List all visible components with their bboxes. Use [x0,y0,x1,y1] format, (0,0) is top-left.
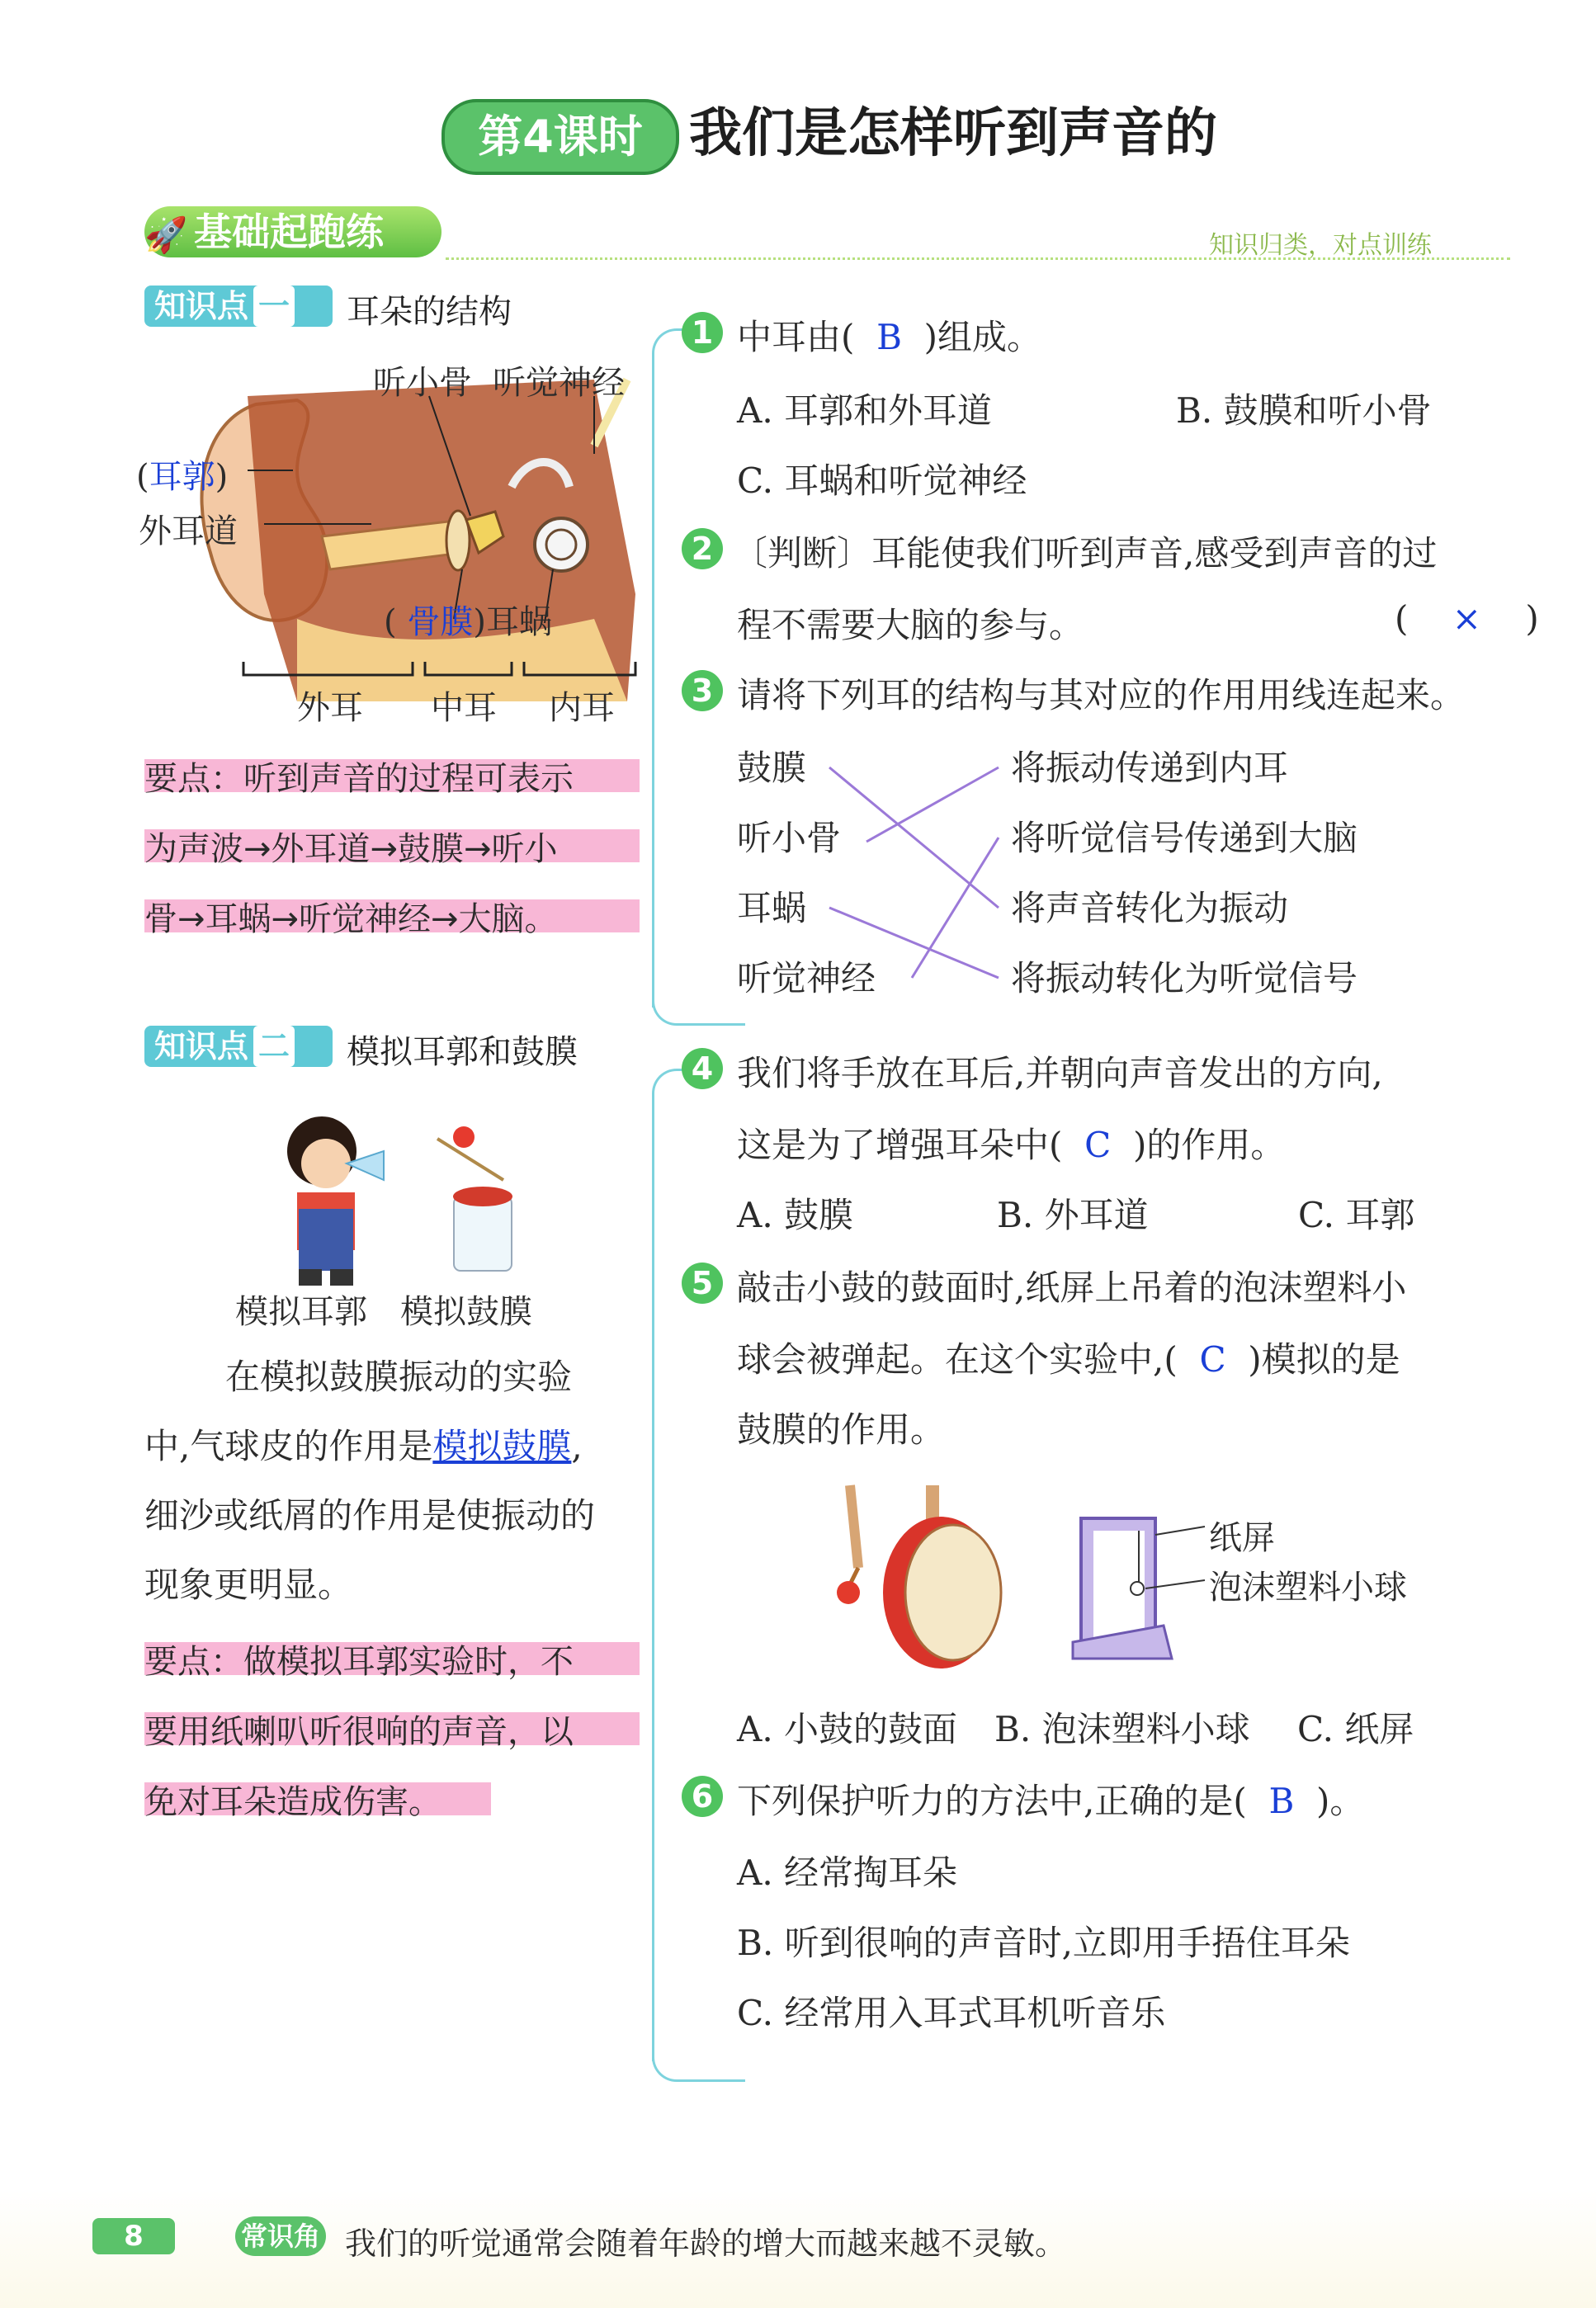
q3-matching-lines [817,743,1015,1007]
page-title: 我们是怎样听到声音的 [689,103,1217,164]
frame-line [652,1069,687,2061]
q4-option-b: B. 外耳道 [997,1195,1149,1235]
paren: ( [1395,598,1409,639]
label-pinna: (耳郭) [136,458,229,496]
q5-option-c: C. 纸屏 [1297,1709,1414,1749]
stem-text: 这是为了增强耳朵中( [737,1125,1063,1165]
q1-answer: B [876,317,902,357]
q1-option-c: C. 耳蜗和听觉神经 [737,460,1027,501]
q3-left-item: 鼓膜 [737,748,807,788]
label-middle-ear: 中耳 [431,689,497,727]
answer-model-eardrum: 模拟鼓膜 [432,1426,572,1466]
question-number: 1 [682,312,723,353]
girl-with-paper-cone-illustration [248,1106,528,1287]
answer-pinna: 耳郭 [149,458,215,496]
tip-badge: 常识角 [235,2216,326,2256]
q1-stem [737,310,1041,360]
kp-label: 知识点 [154,288,249,324]
q3-right-item: 将声音转化为振动 [1011,888,1289,928]
stem-text: 中耳由( [737,317,855,357]
label-paper-screen: 纸屏 [1209,1519,1275,1557]
kp2-text-line: 现象更明显。 [144,1565,353,1605]
q4-line1: 我们将手放在耳后,并朝向声音发出的方向, [737,1053,1383,1093]
caption-model-pinna: 模拟耳郭 [235,1293,367,1331]
q3-left-item: 听觉神经 [737,958,876,998]
frame-line [652,2030,745,2082]
stem-text: 球会被弹起。在这个实验中,( [737,1339,1178,1380]
question-number: 3 [682,670,723,711]
page-number: 8 [92,2218,175,2254]
question-number: 2 [682,528,723,569]
section-tagline: 知识归类，对点训练 [1209,231,1432,260]
keypoint-line: 要点：听到声音的过程可表示 [144,760,574,798]
q6-option-a: A. 经常掏耳朵 [737,1853,958,1893]
kp2-text-part: , [571,1426,583,1466]
q3-right-item: 将振动传递到内耳 [1011,748,1289,788]
q3-right-item: 将听觉信号传递到大脑 [1011,818,1358,858]
keypoint-line: 为声波→外耳道→鼓膜→听小 [144,830,558,868]
knowledge-point-2-badge [144,1026,333,1067]
caption-model-eardrum: 模拟鼓膜 [400,1293,532,1331]
q6-answer: B [1268,1781,1295,1821]
label-eardrum: ( 骨膜)耳蜗 [384,603,552,641]
kp2-text-part: 中,气球皮的作用是 [144,1426,433,1466]
q5-option-b: B. 泡沫塑料小球 [994,1709,1250,1749]
keypoint-line: 要用纸喇叭听很响的声音，以 [144,1713,574,1751]
q3-stem: 请将下列耳的结构与其对应的作用用线连起来。 [737,675,1466,715]
kp-number: 二 [253,1026,295,1067]
q2-answer-box [1395,598,1539,639]
keypoint-line: 免对耳朵造成伤害。 [144,1783,441,1821]
stem-text: )的作用。 [1132,1125,1286,1165]
q3-right-item: 将振动转化为听觉信号 [1011,958,1358,998]
knowledge-point-1-badge [144,286,333,327]
kp2-text-line: 细沙或纸屑的作用是使振动的 [144,1495,596,1536]
q4-line2 [737,1118,1285,1168]
stem-text: )。 [1316,1781,1365,1821]
q1-option-a: A. 耳郭和外耳道 [737,390,993,431]
experiment-illustration [248,1106,528,1287]
q4-answer: C [1084,1125,1112,1165]
kp2-text-line [144,1419,583,1469]
keypoint-line: 要点：做模拟耳郭实验时，不 [144,1643,574,1681]
kp2-text-line: 在模拟鼓膜振动的实验 [225,1357,573,1397]
q5-answer: C [1199,1339,1226,1380]
q5-line2 [737,1333,1400,1382]
knowledge-point-1-title: 耳朵的结构 [347,293,512,331]
q5-option-a: A. 小鼓的鼓面 [737,1709,958,1749]
stem-text: 下列保护听力的方法中,正确的是( [737,1781,1247,1821]
stem-text: )组成。 [923,317,1042,357]
q6-stem [737,1774,1364,1824]
label-ossicles: 听小骨 [373,364,472,402]
kp-label: 知识点 [154,1028,249,1064]
knowledge-point-2-title: 模拟耳郭和鼓膜 [347,1033,578,1071]
lesson-badge: 第4课时 [441,99,679,175]
tip-text: 我们的听觉通常会随着年龄的增大而越来越不灵敏。 [345,2225,1067,2262]
question-number: 5 [682,1263,723,1304]
question-number: 4 [682,1048,723,1089]
frame-line [652,974,745,1026]
q6-option-b: B. 听到很响的声音时,立即用手捂住耳朵 [737,1923,1350,1963]
stem-text: )模拟的是 [1248,1339,1400,1380]
q5-line3: 鼓膜的作用。 [737,1409,946,1450]
q4-option-c: C. 耳郭 [1298,1195,1415,1235]
q2-line2: 程不需要大脑的参与。 [737,605,1084,645]
label-ear-canal: 外耳道 [139,512,238,550]
kp-number: 一 [253,286,295,327]
q3-left-item: 耳蜗 [737,888,807,928]
label-outer-ear: 外耳 [297,689,363,727]
label-inner-ear: 内耳 [549,689,615,727]
section-divider [446,257,1510,260]
frame-line [652,328,687,1008]
keypoint-line: 骨→耳蜗→听觉神经→大脑。 [144,900,558,938]
q6-option-c: C. 经常用入耳式耳机听音乐 [737,1993,1166,2033]
q5-line1: 敲击小鼓的鼓面时,纸屏上吊着的泡沫塑料小 [737,1267,1407,1308]
q3-left-item: 听小骨 [737,818,842,858]
q4-option-a: A. 鼓膜 [737,1195,854,1235]
paren: ) [1525,598,1539,639]
label-cochlea: 耳蜗 [485,603,552,641]
answer-eardrum: 骨膜 [407,603,474,641]
question-number: 6 [682,1776,723,1817]
q2-line1: 〔判断〕耳能使我们听到声音,感受到声音的过 [733,533,1438,573]
drum-and-screen-illustration [800,1469,1279,1683]
label-foam-ball: 泡沫塑料小球 [1209,1569,1407,1607]
rocket-icon: 🚀 [144,215,188,255]
q2-answer: × [1452,598,1481,639]
section-badge: 基础起跑练 [144,206,441,257]
q1-option-b: B. 鼓膜和听小骨 [1176,390,1432,431]
label-auditory-nerve: 听觉神经 [493,364,625,402]
